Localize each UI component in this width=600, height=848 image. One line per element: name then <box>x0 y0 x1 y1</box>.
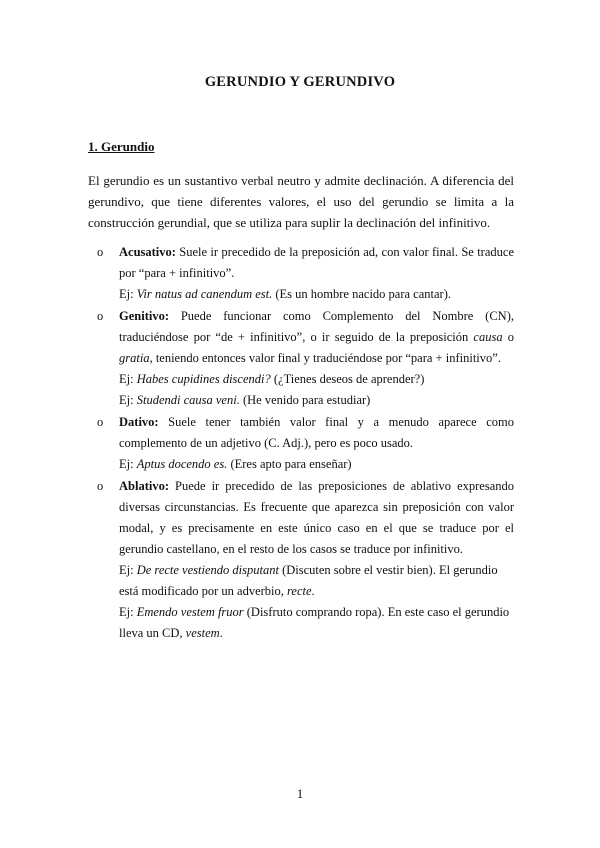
section-heading: 1. Gerundio <box>88 139 155 154</box>
latin-example: Studendi causa veni. <box>136 393 240 407</box>
latin-example: Habes cupidines discendi? <box>136 372 271 386</box>
example-line <box>119 390 514 411</box>
case-term: Ablativo: <box>119 479 169 493</box>
latin-word: gratia <box>119 351 150 365</box>
example-translation: (Eres apto para enseñar) <box>227 457 352 471</box>
case-text: , teniendo entonces valor final y traduciéndose por “para + infinitivo”. <box>149 351 501 365</box>
case-term: Dativo: <box>119 415 159 429</box>
example-line <box>119 560 514 602</box>
bullet: o <box>97 479 104 493</box>
example-translation: (He venido para estudiar) <box>239 393 371 407</box>
latin-example: De recte vestiendo disputant <box>136 563 279 577</box>
case-term: Genitivo: <box>119 309 169 323</box>
example-translation: (Disfruto comprando ropa). En este caso el gerundio lleva un CD, <box>119 605 510 640</box>
example-prefix: Ej: <box>119 393 137 407</box>
intro-paragraph: El gerundio es un sustantivo verbal neutro y admite declinación. A diferencia del gerundivo, que tiene diferentes valores, el uso del gerundio se limita a la construcción gerundial, que se utiliza para suplir la declinación del infinitivo. <box>88 173 514 230</box>
example-prefix: Ej: <box>119 287 137 301</box>
latin-word: causa <box>473 330 503 344</box>
case-description <box>119 242 514 284</box>
list-item-dativo <box>97 412 514 475</box>
case-description <box>119 306 514 369</box>
example-line <box>119 369 514 390</box>
example-line <box>119 284 514 305</box>
bullet: o <box>97 415 104 429</box>
list-item-ablativo <box>97 476 514 644</box>
latin-example: Aptus docendo es. <box>136 457 228 471</box>
case-description <box>119 476 514 560</box>
latin-example: Vir natus ad canendum est. <box>136 287 273 301</box>
latin-word: recte <box>287 584 312 598</box>
latin-word: vestem <box>185 626 220 640</box>
example-line <box>119 602 514 644</box>
case-description <box>119 412 514 454</box>
case-text: Suele ir precedido de la preposición ad, con valor final. Se traduce por “para + infinitivo”. <box>119 245 514 280</box>
list-item-genitivo <box>97 306 514 411</box>
example-prefix: Ej: <box>119 605 137 619</box>
bullet: o <box>97 309 104 323</box>
example-translation: (¿Tienes deseos de aprender?) <box>270 372 425 386</box>
example-prefix: Ej: <box>119 457 137 471</box>
example-translation: (Discuten sobre el vestir bien). El gerundio está modificado por un adverbio, <box>119 563 498 598</box>
latin-example: Emendo vestem fruor <box>136 605 244 619</box>
punctuation: . <box>219 626 223 640</box>
page-title: GERUNDIO Y GERUNDIVO <box>204 74 396 90</box>
page-number: 1 <box>296 786 304 801</box>
case-term: Acusativo: <box>119 245 176 259</box>
example-line <box>119 454 514 475</box>
example-prefix: Ej: <box>119 372 137 386</box>
example-prefix: Ej: <box>119 563 137 577</box>
case-text: Puede ir precedido de las preposiciones de ablativo expresando diversas circunstancias. Es frecuente que aparezca sin preposición con valor modal, y es precisamente en este único caso en el que se traduce por el gerundio castellano, en el resto de los casos se traduce por infinitivo. <box>119 479 514 556</box>
list-item-acusativo <box>97 242 514 305</box>
case-text: Puede funcionar como Complemento del Nombre (CN), traduciéndose por “de + infinitivo”, o ir seguido de la preposición <box>119 309 514 344</box>
case-text: o <box>502 330 514 344</box>
bullet: o <box>97 245 104 259</box>
punctuation: . <box>311 584 315 598</box>
example-translation: (Es un hombre nacido para cantar). <box>272 287 451 301</box>
case-text: Suele tener también valor final y a menudo aparece como complemento de un adjetivo (C. Adj.), pero es poco usado. <box>119 415 514 450</box>
